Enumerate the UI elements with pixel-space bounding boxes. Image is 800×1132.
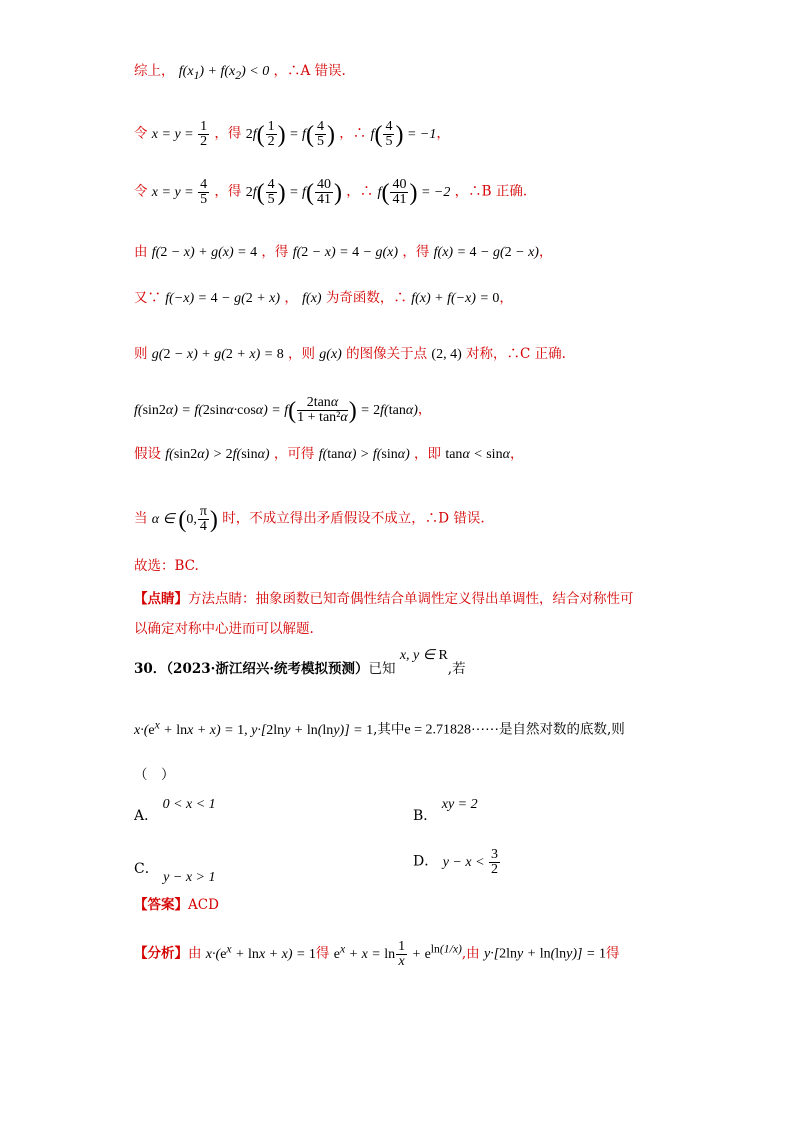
math-expr: y − x < $\frac{3}{2}$ [442, 847, 499, 877]
question-number: 30． [134, 661, 167, 677]
math-expr: $x\cdot(e^x + \ln x + x) = 1$, y·[2lny + ln(lny)] = 1 [134, 718, 374, 738]
math-expr: α ∈ (0, $\frac{\pi}{4}$ ) [151, 504, 218, 534]
math-expr: $x\cdot(e^x + \ln x + x) = 1$ [205, 942, 316, 962]
math-expr: x, y ∈ R [399, 648, 448, 663]
math-expr: f(−x) = 4 − g(2 + x) [165, 291, 281, 306]
math-expr: f( $\frac{4}{5}$ ) = −1 [370, 119, 437, 149]
answer-value: ACD [188, 897, 219, 913]
math-expr: (2, 4) [431, 347, 462, 362]
math-expr: g(x) [319, 347, 342, 362]
math-expr: x = y = $\frac{1}{2}$ [151, 119, 208, 149]
math-expr: f(sin2α) > 2f(sinα) [165, 447, 270, 462]
math-expr: g(2 − x) + g(2 + x) = 8 [151, 347, 284, 362]
line-choose: 故选：BC. [134, 558, 199, 574]
tip-tag: 【点睛】 [134, 591, 188, 607]
option-d[interactable]: D． y − x < $\frac{3}{2}$ [413, 848, 501, 877]
math-expr: y·[2lny + ln(lny)] = 1 [483, 946, 606, 962]
analysis-line: 【分析】由 $x\cdot(e^x + \ln x + x) = 1$得 $e^x + x = \ln$ $\frac{1}{x}$ + $e^{ln(1/x)}$,由 y·[2lny + ln(lny)] = 1得 [134, 939, 620, 969]
math-expr: f(tanα) > f(sinα) [318, 447, 410, 462]
line-sin2a: f(sin2α) = f(2sinα·cosα) = f( $\frac{2\tan\alpha}{\text{1 + tan²α}}$ ) = 2f(tanα)， [134, 395, 432, 425]
line-odd-function: 又∵ f(−x) = 4 − g(2 + x) ， f(x) 为奇函数，∴ f(x) + f(−x) = 0， [134, 290, 513, 306]
math-expr: f(2 − x) = 4 − g(x) [292, 245, 399, 260]
math-expr: f(x) [302, 291, 322, 306]
question-header: 30．（2023·浙江绍兴·统考模拟预测）已知 x, y ∈ R,若 [134, 648, 466, 677]
answer-tag: 【答案】 [134, 897, 188, 913]
math-expr: 2f( $\frac{4}{5}$ ) = f( $\frac{40}{41}$ ) [245, 177, 342, 207]
question-source: （2023·浙江绍兴·统考模拟预测） [166, 661, 369, 677]
math-expr: f(x) + f(−x) = 0 [411, 291, 500, 306]
answer-line [134, 896, 219, 914]
math-expr: f( $\frac{40}{41}$ ) = −2 [377, 177, 451, 207]
line-method-tip-cont: 以确定对称中心进而可以解题. [134, 621, 314, 637]
math-expr: tanα < sinα [445, 447, 510, 462]
math-expr: f(x) = 4 − g(2 − x) [433, 245, 539, 260]
math-expr: $f(x_1) + f(x_2) < 0$ [178, 64, 270, 82]
math-expr: f(sin2α) = f(2sinα·cosα) = f( $\frac{2\tan\alpha}{\text{1 + tan²α}}$ ) = 2f(tanα) [134, 395, 418, 425]
line-let-four-fifths: 令 x = y = $\frac{4}{5}$ ，得 2f( $\frac{4}{5}$ ) = f( $\frac{40}{41}$ ) ，∴ f( $\frac{40}{41}$ ) = −2 ，∴B 正确. [134, 177, 528, 207]
line-from-g: 由 f(2 − x) + g(x) = 4 ，得 f(2 − x) = 4 − g(x) ，得 f(x) = 4 − g(2 − x)， [134, 244, 553, 260]
math-expr: $e^x + x = \ln$ $\frac{1}{x}$ + $e^{ln(1/x)}$ [333, 939, 462, 969]
question-condition: $x\cdot(e^x + \ln x + x) = 1$, y·[2lny + ln(lny)] = 1,其中e = 2.71828⋯⋯是自然对数的底数,则 [134, 718, 625, 738]
question-paren: （ ） [134, 767, 175, 783]
line-symmetry: 则 g(2 − x) + g(2 + x) = 8 ，则 g(x) 的图像关于点 (2, 4) 对称，∴C 正确. [134, 346, 566, 362]
line-assume: 假设 f(sin2α) > 2f(sinα) ，可得 f(tanα) > f(sinα) ，即 tanα < sinα， [134, 446, 524, 462]
line-conclusion-a: 综上， $f(x_1) + f(x_2) < 0$ ，∴A 错误. [134, 63, 346, 82]
option-c[interactable]: C． y − x > 1 [134, 861, 216, 885]
analysis-tag: 【分析】 [134, 945, 188, 962]
math-expr: x = y = $\frac{4}{5}$ [151, 177, 208, 207]
math-expr: f(2 − x) + g(x) = 4 [151, 245, 258, 260]
line-let-half: 令 x = y = $\frac{1}{2}$ ，得 2f( $\frac{1}{2}$ ) = f( $\frac{4}{5}$ ) ，∴ f( $\frac{4}{5}$ ) = −1， [134, 119, 450, 149]
option-b[interactable]: B． xy = 2 [413, 797, 478, 824]
line-contradiction: 当 α ∈ (0, $\frac{\pi}{4}$ ) 时，不成立得出矛盾假设不成立，∴D 错误. [134, 504, 485, 534]
option-a[interactable]: A． 0 < x < 1 [134, 797, 216, 824]
line-method-tip: 【点睛】方法点睛：抽象函数已知奇偶性结合单调性定义得出单调性，结合对称性可 [134, 591, 634, 607]
math-expr: 2f( $\frac{1}{2}$ ) = f( $\frac{4}{5}$ ) [245, 119, 335, 149]
